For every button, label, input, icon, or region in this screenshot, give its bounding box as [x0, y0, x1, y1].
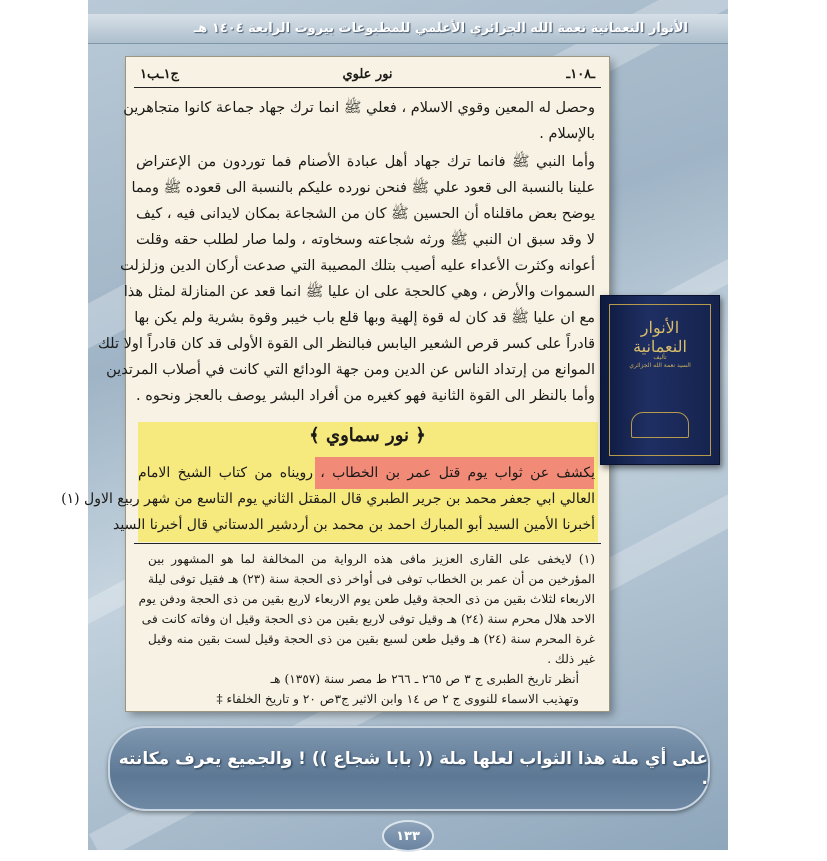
- body-line: علينا بالنسبة الى قعود علي ﷺ فنحن نورده عليكم بالنسبة الى قعوده ﷺ ومما: [131, 180, 595, 196]
- footnote-line: وتهذيب الاسماء للنووى ج ٢ ص ١٤ وابن الاثير ج٣ص ٢٠ و تاريخ الخلفاء ‡: [216, 692, 579, 706]
- footnote-rule: [134, 543, 601, 544]
- body-line: بالإسلام .: [539, 126, 595, 142]
- footnote-line: أنظر تاريخ الطبرى ج ٣ ص ٢٦٥ ـ ٢٦٦ ط مصر سنة (١٣٥٧) هـ: [270, 672, 579, 686]
- body-line: وحصل له المعين وقوي الاسلام ، فعلي ﷺ انما ترك جهاد جماعة كانوا متجاهرين: [123, 100, 595, 116]
- section-title: ﴿ نور سماوي ﴾: [309, 425, 426, 446]
- footnote-line: الاحد هلال محرم سنة (٢٤) هـ وقيل توفى لاربع بقين من ذى الحجة وقيل ان وفاته كانت فى: [141, 612, 595, 626]
- body-line: وأما بالنظر الى القوة الثانية فهو كغيره من أفراد البشر يوصف بالعجز ونحوه .: [136, 388, 595, 404]
- running-head-page: ـ١٠٨ـ: [566, 67, 595, 82]
- body-line: يوضح بعض ماقلناه أن الحسين ﷺ كان من الشجاعة بمكان لايدانى فيه ، كيف: [136, 206, 595, 222]
- book-info-header: [88, 14, 728, 44]
- footnote-line: غرة المحرم سنة (٢٤) هـ وقيل طعن لسبع بقين من ذى الحجة وقيل لست بقين منه وقيل: [148, 632, 595, 646]
- body-line: السموات والأرض ، وهي كالحجة على ان عليا ﷺ انما قعد عن المنازلة لمثل هذا: [123, 284, 595, 300]
- footnote-line: غير ذلك .: [547, 652, 595, 666]
- body-line: الموانع من إرتداد الناس عن الدين ومن جهة الودائع التي كانت في أصلاب المرتدين: [106, 362, 595, 378]
- body-line: أعوانه وكثرت الأعداء عليه أصيب بتلك المصيبة التي صدعت أركان الدين وزلزلت: [120, 258, 595, 274]
- book-cover-ornament: [631, 412, 689, 438]
- highlight-line: العالي ابي جعفر محمد بن جرير الطبري قال المقتل الثاني يوم التاسع من شهر ربيع الاول (١): [61, 491, 595, 507]
- book-cover-author: [615, 354, 705, 370]
- running-head: [126, 65, 609, 87]
- page-number-badge: [382, 820, 434, 852]
- highlight-line: يكشف عن ثواب يوم قتل عمر بن الخطاب ، رويناه من كتاب الشيخ الامام: [138, 465, 595, 481]
- book-cover-author-line: تأليف: [653, 354, 667, 361]
- book-cover-title: الأنوار النعمانية: [633, 318, 687, 356]
- footnote-line: المؤرخين من أن عمر بن الخطاب توفى فى أواخر ذى الحجة سنة (٢٣) هـ فقيل توفى ليلة: [148, 572, 595, 586]
- header-rule: [134, 87, 601, 88]
- highlight-line: أخبرنا الأمين السيد أبو المبارك احمد بن محمد بن أردشير الدستاني قال أخبرنا السيد: [113, 517, 595, 533]
- footnote-line: الاربعاء لثلاث بقين من ذى الحجة وقيل طعن يوم الاربعاء لاربع بقين من ذى الحجة ودفن يوم: [138, 592, 595, 606]
- caption-text: على أي ملة هذا الثواب لعلها ملة (( بابا شجاع )) ! والجميع يعرف مكانته .: [118, 748, 708, 789]
- body-line: مع ان عليا ﷺ قد كان له قوة إلهية وبها قلع باب خيبر وقوة بشرية ولم يكن بها: [134, 310, 595, 326]
- caption-banner: [108, 726, 710, 811]
- running-head-center: نور علوي: [342, 67, 393, 82]
- running-head-left: ج١ـب١: [140, 67, 179, 82]
- body-line: لا وقد سبق ان النبي ﷺ ورثه شجاعته وسخاوته ، ولما صار لطلب حقه وقلت: [136, 232, 595, 248]
- header-text: الأنوار النعمانية نعمة الله الجزائري الأعلمي للمطبوعات بيروت الرابعة ١٤٠٤ هـ: [193, 21, 688, 36]
- body-line: قادراً على كسر قرص الشعير اليابس فبالنظر الى القوة الأولى قد كان قادراً اولا تلك: [97, 336, 595, 352]
- page-number: ١٣٣: [396, 828, 420, 844]
- scanned-book-page: [61, 57, 609, 711]
- book-cover-author-line: السيد نعمة الله الجزائري: [629, 362, 691, 369]
- footnote-line: (١) لايخفى على القارى العزيز مافى هذه الرواية من المخالفة لما هو المشهور بين: [148, 552, 595, 566]
- body-line: وأما النبي ﷺ فانما ترك جهاد أهل عبادة الأصنام فما توردون من الإعتراض: [136, 154, 595, 170]
- book-cover-image: [600, 295, 720, 465]
